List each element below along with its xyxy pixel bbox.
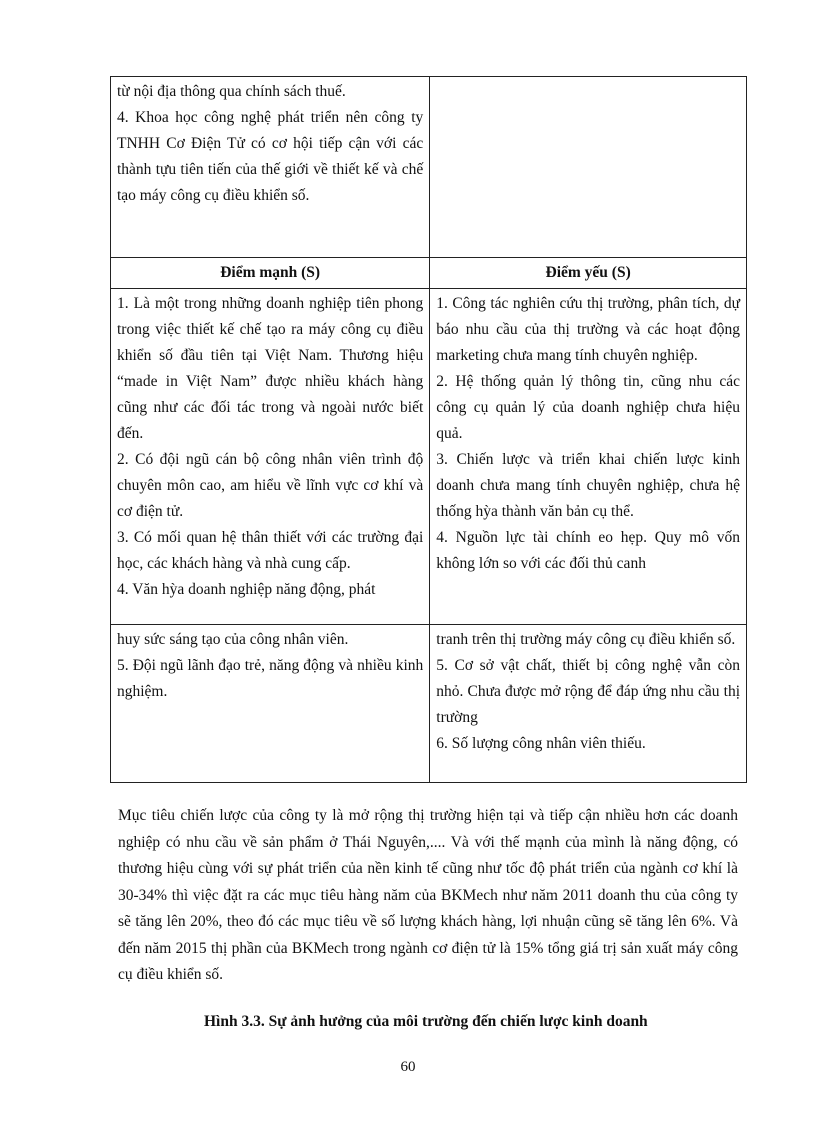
cell-text: 5. Cơ sở vật chất, thiết bị công nghệ vẫn còn nhỏ. Chưa được mở rộng để đáp ứng nhu cầu thị trường (436, 657, 740, 726)
page-number: 60 (400, 1059, 416, 1075)
cell-text: 1. Công tác nghiên cứu thị trường, phân tích, dự báo nhu cầu của thị trường và các hoạt động marketing chưa mang tính chuyên nghiệp. (436, 295, 740, 364)
opportunities-cell (111, 77, 430, 258)
figure-caption: Hình 3.3. Sự ảnh hưởng của môi trường đến chiến lược kinh doanh (204, 1013, 648, 1030)
cell-text: 3. Chiến lược và triển khai chiến lược kinh doanh chưa mang tính chuyên nghiệp, chưa hệ thống hỳa thành văn bản cụ thể. (436, 451, 740, 520)
threats-cell (430, 77, 747, 258)
cell-text: huy sức sáng tạo của công nhân viên. (117, 631, 349, 648)
table-header-row (111, 258, 747, 289)
cell-text: 6. Số lượng công nhân viên thiếu. (436, 735, 646, 752)
weaknesses-cell (430, 289, 747, 625)
table-row (111, 289, 747, 625)
cell-text: 5. Đội ngũ lãnh đạo trẻ, năng động và nhiều kinh nghiệm. (117, 657, 424, 700)
body-paragraph: Mục tiêu chiến lược của công ty là mở rộng thị trường hiện tại và tiếp cận nhiều hơn các doanh nghiệp có nhu cầu về sản phẩm ở Thái Nguyên,.... Và với thế mạnh của mình là năng động, có thương hiệu cùng với sự phát triển của nền kinh tế cũng như tốc độ phát triển của ngành cơ khí là 30-34% thì việc đặt ra các mục tiêu hàng năm của BKMech như năm 2011 doanh thu của công ty sẽ tăng lên 20%, theo đó các mục tiêu về số lượng khách hàng, lợi nhuận cũng sẽ tăng lên 6%. Và đến năm 2015 thị phần của BKMech trong ngành cơ điện tử là 15% tổng giá trị sản xuất máy công cụ điều khiển số. (118, 807, 738, 983)
table-row-opportunities-continued (111, 77, 747, 258)
weaknesses-header: Điểm yếu (S) (430, 258, 747, 289)
strengths-cell (111, 289, 430, 625)
cell-text: 4. Nguồn lực tài chính eo hẹp. Quy mô vốn không lớn so với các đối thủ canh (436, 529, 740, 572)
swot-table (110, 76, 747, 779)
cell-text: từ nội địa thông qua chính sách thuế. (117, 83, 346, 100)
cell-text: 4. Văn hỳa doanh nghiệp năng động, phát (117, 581, 376, 598)
cell-text: 1. Là một trong những doanh nghiệp tiên phong trong việc thiết kế chế tạo ra máy công cụ điều khiển số đầu tiên tại Việt Nam. Thương hiệu “made in Việt Nam” được nhiều khách hàng cũng như các đối tác trong và ngoài nước biết đến. (117, 295, 424, 442)
cell-text: tranh trên thị trường máy công cụ điều khiển số. (436, 631, 736, 648)
cell-text: 3. Có mối quan hệ thân thiết với các trường đại học, các khách hàng và nhà cung cấp. (117, 529, 424, 572)
strengths-cell (111, 625, 430, 783)
cell-text: 2. Có đội ngũ cán bộ công nhân viên trình độ chuyên môn cao, am hiểu về lĩnh vực cơ khí và cơ điện tử. (117, 451, 424, 520)
cell-text: 4. Khoa học công nghệ phát triển nên công ty TNHH Cơ Điện Tử có cơ hội tiếp cận với các thành tựu tiên tiến của thế giới về thiết kế và chế tạo máy công cụ điều khiển số. (117, 109, 424, 204)
table-row (111, 625, 747, 783)
weaknesses-cell (430, 625, 747, 783)
cell-text: 2. Hệ thống quản lý thông tin, cũng nhu các công cụ quản lý của doanh nghiệp chưa hiệu quả. (436, 373, 740, 442)
strengths-header: Điểm mạnh (S) (111, 258, 430, 289)
